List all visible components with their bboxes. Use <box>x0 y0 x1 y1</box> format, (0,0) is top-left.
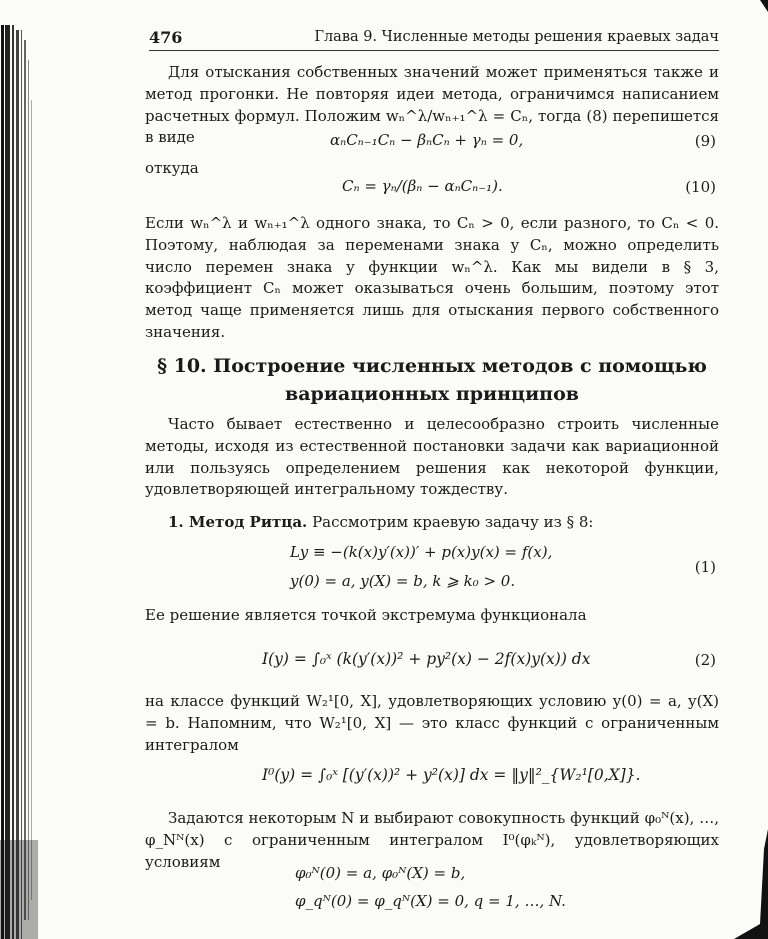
ritz-paragraph <box>145 512 719 534</box>
whence-label: откуда <box>145 159 199 177</box>
section-intro-paragraph: Часто бывает естественно и целесообразно строить численные методы, исходя из естественной постановки задачи как вариационной или пользуясь определением решения как некоторой функции, удовлетворяющей интегральному тождеству. <box>145 415 719 499</box>
section-title-line1: § 10. Построение численных методов с помощью <box>157 355 707 377</box>
equation-2-number: (2) <box>694 651 716 669</box>
equation-norm: I⁰(y) = ∫₀ˣ [(y′(x))² + y²(x)] dx = ‖y‖²_{W₂¹[0,X]}. <box>262 766 641 784</box>
extremum-text: Ее решение является точкой экстремума функционала <box>145 606 587 624</box>
equation-9: αₙCₙ₋₁Cₙ − βₙCₙ + γₙ = 0, <box>330 131 524 149</box>
equation-2: I(y) = ∫₀ˣ (k(y′(x))² + py²(x) − 2f(x)y(x)) dx <box>262 650 591 668</box>
page-number: 476 <box>149 28 183 47</box>
class-paragraph: на классе функций W₂¹[0, X], удовлетворяющих условию y(0) = a, y(X) = b. Напомним, что W₂¹[0, X] — это класс функций с ограниченным интегралом <box>145 692 719 754</box>
condition-line2: φ_qᴺ(0) = φ_qᴺ(X) = 0, q = 1, …, N. <box>295 892 566 910</box>
equation-10-number: (10) <box>685 178 716 196</box>
section-title-line2: вариационных принципов <box>285 383 579 405</box>
section-title <box>145 352 719 408</box>
chapter-title: Глава 9. Численные методы решения краевых задач <box>314 29 719 45</box>
sign-paragraph: Если wₙ^λ и wₙ₊₁^λ одного знака, то Cₙ > 0, если разного, то Cₙ < 0. Поэтому, наблюдая за переменами знака у Cₙ, можно определить число перемен знака у функции wₙ^λ. Как мы видели в § 3, коэффициент Cₙ может оказываться очень большим, поэтому этот метод чаще применяется лишь для отыскания первого собственного значения. <box>145 214 719 341</box>
equation-1-line1: Ly ≡ −(k(x)y′(x))′ + p(x)y(x) = f(x), <box>290 543 553 561</box>
page-edge-shadow <box>734 829 768 939</box>
equation-10: Cₙ = γₙ/(βₙ − αₙCₙ₋₁). <box>342 177 503 195</box>
equation-1-number: (1) <box>694 558 716 576</box>
choose-paragraph: Задаются некоторым N и выбирают совокупность функций φ₀ᴺ(x), …, φ_Nᴺ(x) с ограниченным интегралом I⁰(φₖᴺ), удовлетворяющих условиям <box>145 809 719 871</box>
equation-1-line2: y(0) = a, y(X) = b, k ⩾ k₀ > 0. <box>290 572 516 590</box>
book-spine-shadow <box>0 0 40 939</box>
running-header <box>149 26 719 51</box>
ritz-text: Рассмотрим краевую задачу из § 8: <box>312 513 594 531</box>
scan-corner-mark <box>760 0 768 12</box>
ritz-heading: 1. Метод Ритца. <box>168 513 308 531</box>
condition-line1: φ₀ᴺ(0) = a, φ₀ᴺ(X) = b, <box>295 864 466 882</box>
equation-9-number: (9) <box>694 132 716 150</box>
intro-paragraph: Для отыскания собственных значений может применяться также и метод прогонки. Не повторяя идеи метода, ограничимся написанием расчетных формул. Положим wₙ^λ/wₙ₊₁^λ = Cₙ, тогда (8) перепишется в виде <box>145 63 719 147</box>
